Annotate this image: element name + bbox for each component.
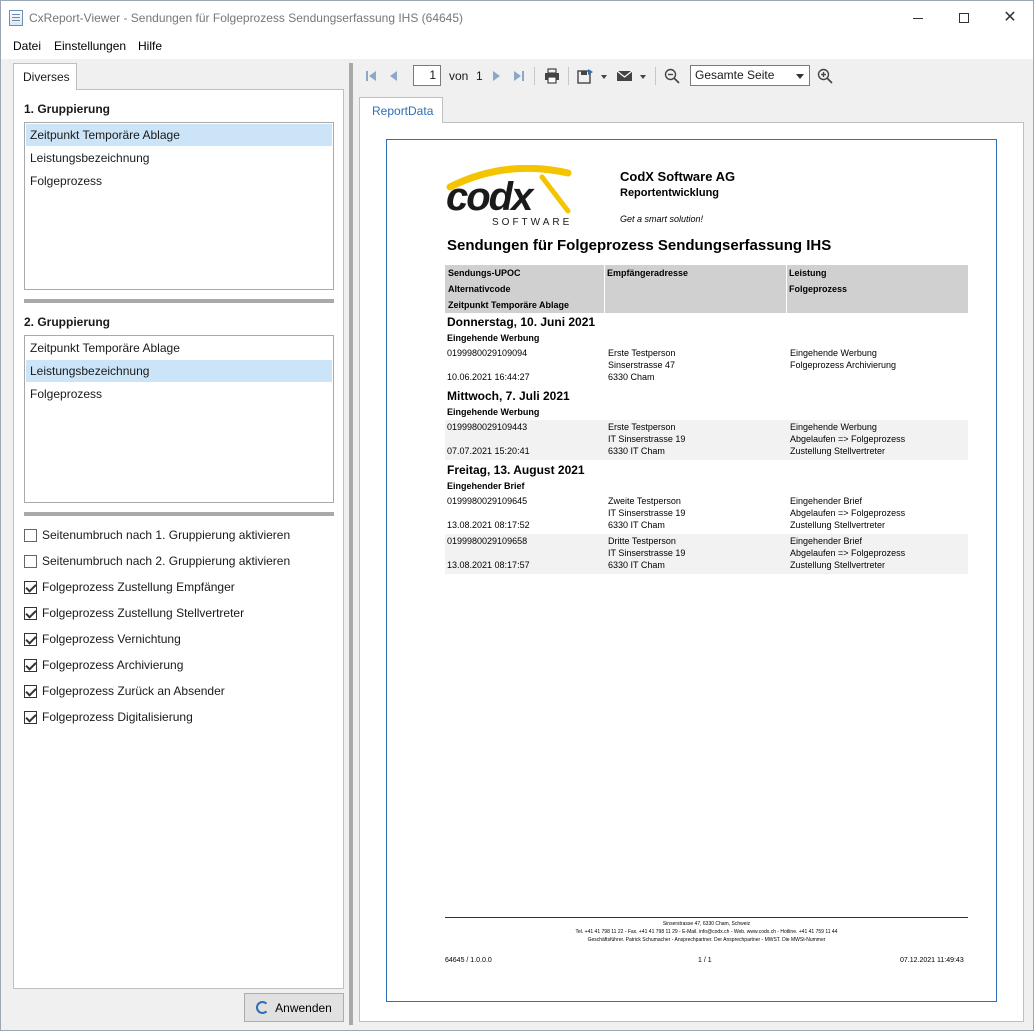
codx-logo	[446, 165, 596, 231]
group-date-heading: Freitag, 13. August 2021	[447, 463, 585, 477]
first-page-icon[interactable]	[363, 67, 379, 85]
group-service-heading: Eingehende Werbung	[447, 333, 540, 343]
group2-listbox[interactable]	[24, 335, 334, 503]
checkbox-digitalisierung[interactable]	[24, 708, 193, 726]
checkbox-box[interactable]	[24, 555, 37, 568]
checkbox-label: Seitenumbruch nach 2. Gruppierung aktivieren	[42, 554, 291, 568]
row-addr-name: Erste Testperson	[608, 348, 676, 358]
row-addr-street: IT Sinserstrasse 19	[608, 434, 686, 444]
menu-hilfe[interactable]: Hilfe	[138, 39, 163, 53]
refresh-icon	[256, 1001, 269, 1014]
menu-einstellungen[interactable]: Einstellungen	[54, 39, 127, 53]
zoom-out-icon[interactable]	[663, 67, 681, 85]
row-info-service: Eingehender Brief	[790, 496, 863, 506]
footer-rule	[445, 917, 968, 918]
row-info-service: Eingehende Werbung	[790, 422, 877, 432]
checkbox-box[interactable]	[24, 607, 37, 620]
group-splitter-1[interactable]	[24, 299, 334, 303]
row-addr-name: Zweite Testperson	[608, 496, 681, 506]
header-divider	[786, 265, 787, 313]
footer-page-number: 1 / 1	[698, 957, 712, 964]
row-addr-city: 6330 IT Cham	[608, 560, 665, 570]
footer-contact: Tel. +41 41 798 11 22 - Fax. +41 41 798 11 29 - E-Mail. info@codx.ch - Web. www.codx.ch - Hotline. +41 41 759 11 44	[575, 929, 838, 935]
group1-item-leistung[interactable]: Leistungsbezeichnung	[30, 151, 150, 165]
export-icon[interactable]	[576, 67, 608, 85]
maximize-button[interactable]	[941, 1, 987, 35]
checkbox-box[interactable]	[24, 529, 37, 542]
logo-sub: SOFTWARE	[492, 217, 573, 228]
menu-bar	[1, 35, 1033, 59]
tab-reportdata[interactable]: ReportData	[359, 97, 443, 123]
group-splitter-2[interactable]	[24, 512, 334, 516]
checkbox-vernichtung[interactable]	[24, 630, 181, 648]
checkbox-label: Seitenumbruch nach 1. Gruppierung aktivieren	[42, 528, 291, 542]
row-timestamp: 13.08.2021 08:17:52	[447, 520, 530, 530]
row-addr-city: 6330 IT Cham	[608, 446, 665, 456]
col-header-empfaenger: Empfängeradresse	[607, 268, 689, 278]
checkbox-label: Folgeprozess Zurück an Absender	[42, 684, 225, 698]
zoom-in-icon[interactable]	[816, 67, 834, 85]
toolbar-separator	[568, 67, 569, 85]
window-title: CxReport-Viewer - Sendungen für Folgeprozess Sendungserfassung IHS (64645)	[29, 11, 464, 25]
group1-item-zeitpunkt[interactable]: Zeitpunkt Temporäre Ablage	[26, 124, 332, 146]
col-header-folgeprozess: Folgeprozess	[789, 284, 848, 294]
row-timestamp: 10.06.2021 16:44:27	[447, 372, 530, 382]
row-addr-street: Sinserstrasse 47	[608, 360, 676, 370]
col-header-alternativcode: Alternativcode	[448, 284, 511, 294]
checkbox-box[interactable]	[24, 581, 37, 594]
group-date-heading: Mittwoch, 7. Juli 2021	[447, 389, 570, 403]
row-info-service: Eingehender Brief	[790, 536, 863, 546]
toolbar-separator	[655, 67, 656, 85]
maximize-icon	[959, 13, 969, 23]
toolbar-separator	[534, 67, 535, 85]
row-timestamp: 13.08.2021 08:17:57	[447, 560, 530, 570]
pager-total: 1	[476, 69, 483, 83]
row-addr-name: Dritte Testperson	[608, 536, 676, 546]
row-addr-street: IT Sinserstrasse 19	[608, 548, 686, 558]
checkbox-zustellung-empfaenger[interactable]	[24, 578, 235, 596]
options-panel	[13, 89, 344, 989]
last-page-icon[interactable]	[511, 67, 527, 85]
group2-item-zeitpunkt[interactable]: Zeitpunkt Temporäre Ablage	[30, 341, 180, 355]
footer-address: Sinserstrasse 47, 6330 Cham, Schweiz	[662, 921, 751, 927]
group-date-heading: Donnerstag, 10. Juni 2021	[447, 315, 596, 329]
close-icon: ✕	[1003, 9, 1017, 26]
row-addr-city: 6330 Cham	[608, 372, 655, 382]
group1-listbox[interactable]	[24, 122, 334, 290]
col-header-zeitpunkt: Zeitpunkt Temporäre Ablage	[448, 300, 570, 310]
row-timestamp: 07.07.2021 15:20:41	[447, 446, 530, 456]
checkbox-pagebreak-group1[interactable]	[24, 526, 290, 544]
apply-button[interactable]	[244, 993, 344, 1022]
footer-management: Geschäftsführer. Patrick Schumacher - Ansprechpartner. Der Ansprechpartner - MWST. Die MWSt-Nummer	[587, 937, 826, 943]
row-info-process: Abgelaufen => Folgeprozess	[790, 548, 906, 558]
row-addr-city: 6330 IT Cham	[608, 520, 665, 530]
row-info-process: Abgelaufen => Folgeprozess	[790, 434, 906, 444]
company-tagline: Get a smart solution!	[620, 214, 704, 224]
group2-item-folgeprozess[interactable]: Folgeprozess	[30, 387, 103, 401]
checkbox-label: Folgeprozess Archivierung	[42, 658, 184, 672]
checkbox-label: Folgeprozess Zustellung Empfänger	[42, 580, 235, 594]
checkbox-archivierung[interactable]	[24, 656, 183, 674]
tab-diverses[interactable]: Diverses	[13, 63, 77, 90]
apply-label: Anwenden	[275, 1000, 332, 1015]
next-page-icon[interactable]	[489, 67, 505, 85]
footer-report-id: 64645 / 1.0.0.0	[445, 957, 492, 964]
prev-page-icon[interactable]	[385, 67, 401, 85]
checkbox-box[interactable]	[24, 659, 37, 672]
footer-print-date: 07.12.2021 11:49:43	[900, 957, 964, 964]
col-header-upoc: Sendungs-UPOC	[448, 268, 521, 278]
company-subtitle: Reportentwicklung	[620, 187, 720, 199]
row-upoc: 0199980029109645	[447, 496, 528, 506]
row-info-detail: Zustellung Stellvertreter	[790, 560, 886, 570]
zoom-select-value: Gesamte Seite	[695, 68, 775, 82]
email-icon[interactable]	[615, 67, 649, 85]
row-info-process: Abgelaufen => Folgeprozess	[790, 508, 906, 518]
header-divider	[604, 265, 605, 313]
title-bar	[1, 1, 1033, 35]
checkbox-box[interactable]	[24, 711, 37, 724]
row-addr-name: Erste Testperson	[608, 422, 676, 432]
col-header-leistung: Leistung	[789, 268, 827, 278]
minimize-icon	[913, 18, 923, 19]
group1-item-folgeprozess[interactable]: Folgeprozess	[30, 174, 103, 188]
group1-heading: 1. Gruppierung	[24, 102, 111, 116]
row-upoc: 0199980029109443	[447, 422, 528, 432]
row-upoc: 0199980029109658	[447, 536, 528, 546]
row-upoc: 0199980029109094	[447, 348, 528, 358]
print-icon[interactable]	[543, 67, 561, 85]
minimize-button[interactable]	[895, 1, 941, 35]
group-service-heading: Eingehender Brief	[447, 481, 525, 491]
row-info-process: Folgeprozess Archivierung	[790, 360, 897, 370]
row-info-detail: Zustellung Stellvertreter	[790, 520, 886, 530]
checkbox-zurueck-absender[interactable]	[24, 682, 225, 700]
menu-datei[interactable]: Datei	[13, 39, 42, 53]
close-button[interactable]	[987, 1, 1033, 35]
group2-heading: 2. Gruppierung	[24, 315, 111, 329]
page-number-input[interactable]: 1	[413, 65, 441, 86]
app-icon	[9, 10, 23, 26]
report-title: Sendungen für Folgeprozess Sendungserfassung IHS	[447, 237, 832, 254]
pager-of-label: von	[449, 69, 469, 83]
checkbox-box[interactable]	[24, 633, 37, 646]
checkbox-label: Folgeprozess Vernichtung	[42, 632, 181, 646]
row-info-detail: Zustellung Stellvertreter	[790, 446, 886, 456]
checkbox-box[interactable]	[24, 685, 37, 698]
checkbox-label: Folgeprozess Zustellung Stellvertreter	[42, 606, 245, 620]
company-name: CodX Software AG	[620, 169, 736, 184]
group-service-heading: Eingehende Werbung	[447, 407, 540, 417]
checkbox-pagebreak-group2[interactable]	[24, 552, 290, 570]
group2-item-leistung[interactable]: Leistungsbezeichnung	[26, 360, 332, 382]
row-addr-street: IT Sinserstrasse 19	[608, 508, 686, 518]
logo-text: codx	[446, 175, 532, 219]
chevron-down-icon	[796, 74, 804, 79]
panel-splitter[interactable]	[349, 63, 353, 1025]
checkbox-label: Folgeprozess Digitalisierung	[42, 710, 193, 724]
zoom-select[interactable]	[690, 65, 810, 86]
row-info-service: Eingehende Werbung	[790, 348, 877, 358]
checkbox-zustellung-stellvertreter[interactable]	[24, 604, 244, 622]
